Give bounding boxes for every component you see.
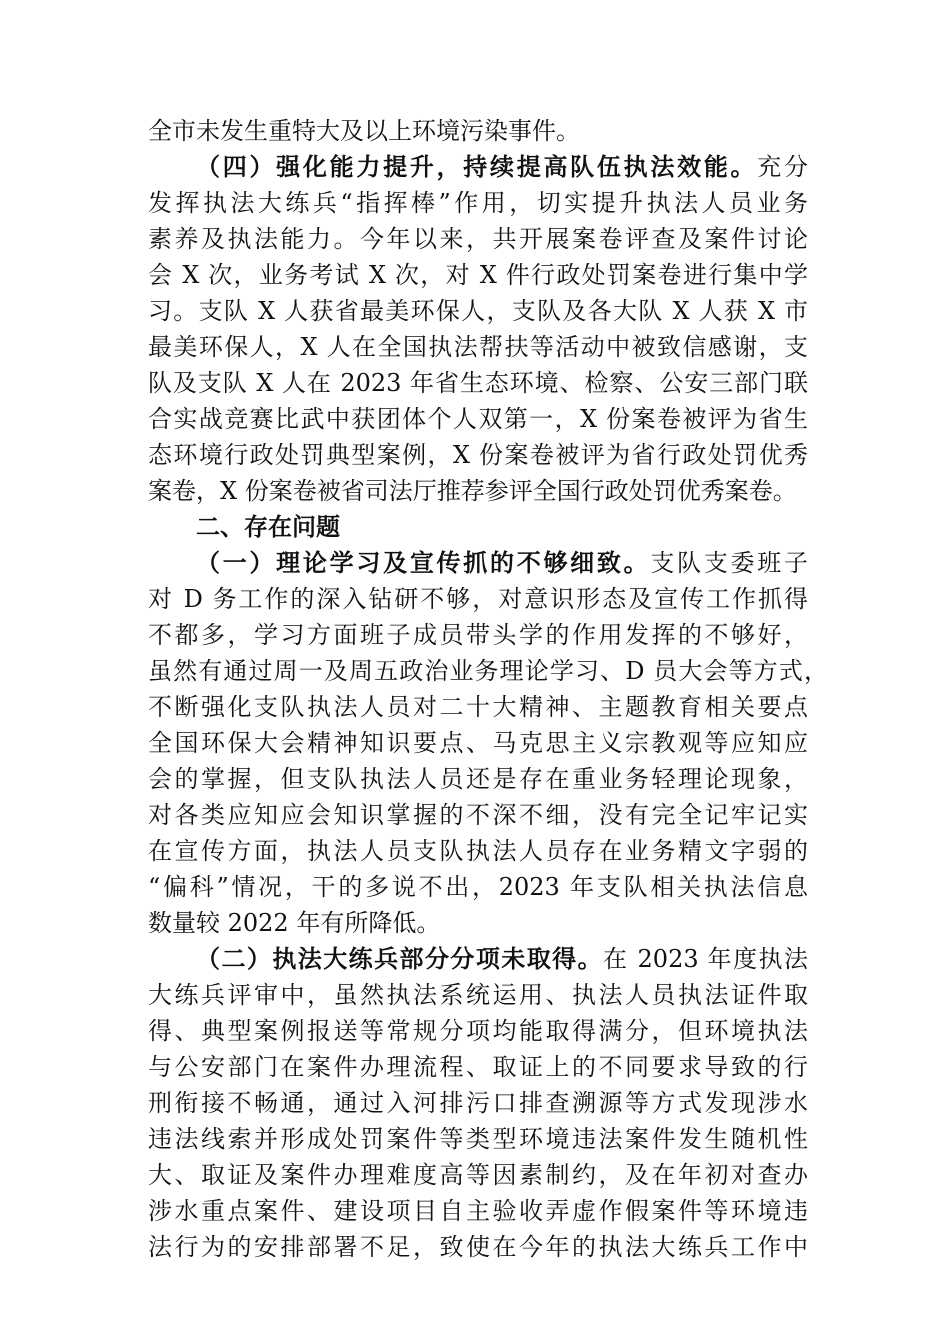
- paragraph-line: 数量较 2022 年有所降低。: [148, 909, 441, 937]
- paragraph-line: 最美环保人，X 人在全国执法帮扶等活动中被致信感谢，支: [148, 333, 808, 361]
- paragraph-line: 法行为的安排部署不足，致使在今年的执法大练兵工作中: [148, 1233, 808, 1261]
- paragraph-line: 违法线索并形成处罚案件等类型环境违法案件发生随机性: [148, 1125, 808, 1153]
- paragraph-line: 素养及执法能力。今年以来，共开展案卷评查及案件讨论: [148, 225, 808, 253]
- paragraph-line: 对各类应知应会知识掌握的不深不细，没有完全记牢记实: [148, 801, 808, 829]
- paragraph-line: 虽然有通过周一及周五政治业务理论学习、D 员大会等方式，: [148, 657, 828, 685]
- section-heading-line: （四）强化能力提升，持续提高队伍执法效能。充分: [196, 152, 808, 181]
- section-heading-line: （一）理论学习及宣传抓的不够细致。支队支委班子: [196, 548, 808, 577]
- paragraph-line: 不断强化支队执法人员对二十大精神、主题教育相关要点: [148, 693, 808, 721]
- paragraph-line: 发挥执法大练兵“指挥棒”作用，切实提升执法人员业务: [148, 189, 808, 217]
- paragraph-line: 队及支队 X 人在 2023 年省生态环境、检察、公安三部门联: [148, 369, 808, 397]
- paragraph-line: 会的掌握，但支队执法人员还是存在重业务轻理论现象，: [148, 765, 808, 793]
- paragraph-line: 在宣传方面，执法人员支队执法人员存在业务精文字弱的: [148, 837, 808, 865]
- paragraph-line: 大练兵评审中，虽然执法系统运用、执法人员执法证件取: [148, 981, 808, 1009]
- section-heading: （一）理论学习及宣传抓的不够细致。: [196, 548, 651, 577]
- paragraph-line: 涉水重点案件、建设项目自主验收弄虚作假案件等环境违: [148, 1197, 808, 1225]
- section-heading-line: （二）执法大练兵部分分项未取得。在 2023 年度执法: [196, 944, 808, 973]
- paragraph-line: 全国环保大会精神知识要点、马克思主义宗教观等应知应: [148, 729, 808, 757]
- paragraph-line: 大、取证及案件办理难度高等因素制约，及在年初对查办: [148, 1161, 808, 1189]
- paragraph-line: 合实战竞赛比武中获团体个人双第一，X 份案卷被评为省生: [148, 405, 808, 433]
- paragraph-line: 习。支队 X 人获省最美环保人，支队及各大队 X 人获 X 市: [148, 297, 808, 325]
- paragraph-line: 会 X 次，业务考试 X 次，对 X 件行政处罚案卷进行集中学: [148, 261, 808, 289]
- paragraph-line: 全市未发生重特大及以上环境污染事件。: [148, 117, 580, 145]
- paragraph-line: 案卷，X 份案卷被省司法厅推荐参评全国行政处罚优秀案卷。: [148, 477, 797, 505]
- paragraph-line: 得、典型案例报送等常规分项均能取得满分，但环境执法: [148, 1017, 808, 1045]
- paragraph-line: 刑衔接不畅通，通过入河排污口排查溯源等方式发现涉水: [148, 1089, 808, 1117]
- paragraph-line: “偏科”情况，干的多说不出，2023 年支队相关执法信息: [148, 873, 808, 901]
- section-heading: （四）强化能力提升，持续提高队伍执法效能。: [196, 152, 758, 181]
- section-heading: （二）执法大练兵部分分项未取得。: [196, 944, 604, 973]
- chapter-heading: 二、存在问题: [196, 512, 340, 541]
- paragraph-line: 对 D 务工作的深入钻研不够，对意识形态及宣传工作抓得: [148, 585, 808, 613]
- paragraph-line: 不都多，学习方面班子成员带头学的作用发挥的不够好，: [148, 621, 808, 649]
- paragraph-line: 态环境行政处罚典型案例，X 份案卷被评为省行政处罚优秀: [148, 441, 808, 469]
- paragraph-line: 与公安部门在案件办理流程、取证上的不同要求导致的行: [148, 1053, 808, 1081]
